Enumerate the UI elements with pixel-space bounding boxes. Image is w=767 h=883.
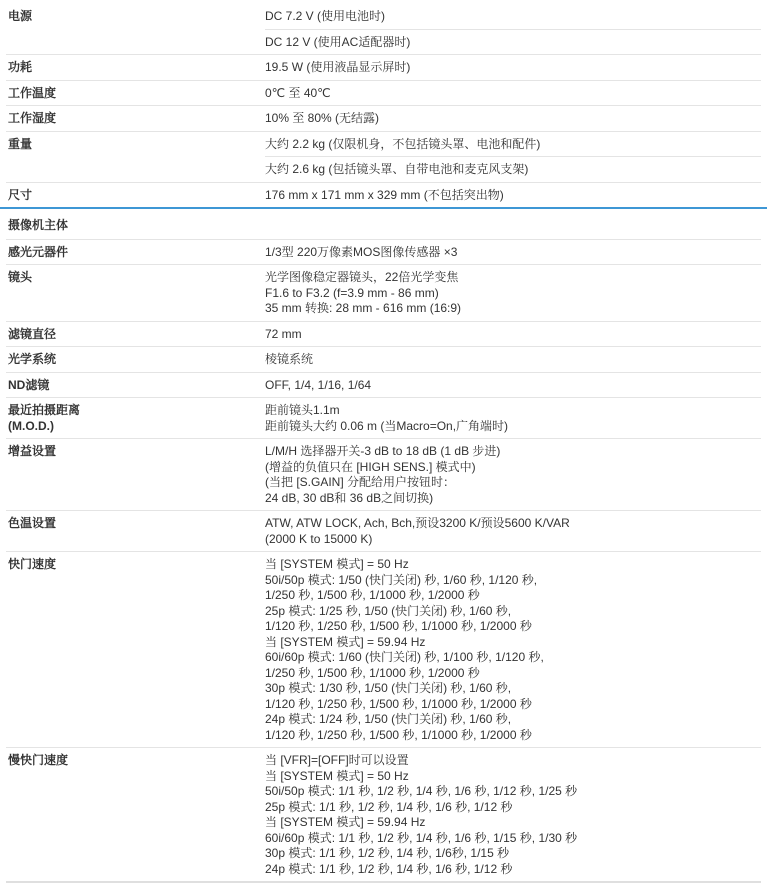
spec-values (265, 373, 761, 398)
spec-row-weight (6, 132, 761, 183)
spec-label-line: ND滤镜 (8, 377, 50, 392)
spec-row-operating-humidity (6, 106, 761, 132)
spec-row-color-temperature-settings (6, 511, 761, 552)
spec-label-line: 增益设置 (8, 444, 57, 458)
spec-label-line: 滤镜直径 (8, 326, 57, 341)
section-header: 摄像机主体 (6, 209, 761, 240)
spec-value-cell (265, 183, 761, 208)
spec-value-cell (265, 322, 761, 347)
spec-label (6, 398, 265, 438)
spec-label (6, 322, 265, 347)
spec-value-line: 24 dB, 30 dB和 36 dB之间切换) (265, 490, 434, 505)
spec-value-line: (2000 K to 15000 K) (265, 531, 373, 546)
spec-label-line: 尺寸 (8, 187, 33, 202)
spec-values (265, 322, 761, 347)
spec-label (6, 347, 265, 372)
spec-label-line: 色温设置 (8, 516, 57, 530)
spec-label-line: 光学系统 (8, 352, 57, 366)
spec-value-line: 距前镜头大约 0.06 m (当Macro=On,广角端时) (265, 418, 509, 433)
spec-values (265, 748, 761, 881)
spec-value-line: 0℃ 至 40℃ (265, 85, 331, 100)
spec-value-line: 30p 模式: 1/1 秒, 1/2 秒, 1/4 秒, 1/6秒, 1/15 秒 (265, 846, 510, 860)
spec-label-line: 工作湿度 (8, 111, 57, 125)
spec-value-cell (265, 132, 761, 157)
spec-label (6, 748, 265, 881)
spec-value-line: 72 mm (265, 326, 302, 341)
spec-label (6, 132, 265, 182)
spec-value-line: 棱镜系统 (265, 352, 314, 366)
spec-value-line: 1/250 秒, 1/500 秒, 1/1000 秒, 1/2000 秒 (265, 665, 480, 680)
spec-value-line: 当 [SYSTEM 模式] = 59.94 Hz (265, 815, 426, 829)
spec-value-line: 当 [VFR]=[OFF]时可以设置 (265, 753, 409, 767)
spec-row-power-consumption (6, 55, 761, 81)
spec-values (265, 55, 761, 80)
spec-value-line: 176 mm x 171 mm x 329 mm (不包括突出物) (265, 187, 504, 202)
spec-value-line: 25p 模式: 1/25 秒, 1/50 (快门关闭) 秒, 1/60 秒, (265, 603, 512, 618)
spec-label (6, 240, 265, 265)
spec-value-line: F1.6 to F3.2 (f=3.9 mm - 86 mm) (265, 285, 439, 300)
spec-label-line: 功耗 (8, 60, 33, 74)
spec-row-minimum-object-distance (6, 398, 761, 439)
spec-row-filter-diameter (6, 322, 761, 348)
spec-label-line: 快门速度 (8, 557, 57, 571)
spec-value-line: 60i/60p 模式: 1/60 (快门关闭) 秒, 1/100 秒, 1/120 秒, (265, 650, 544, 664)
spec-label-line: (M.O.D.) (8, 418, 54, 433)
spec-value-line: DC 7.2 V (使用电池时) (265, 9, 386, 23)
spec-label-line: 工作温度 (8, 85, 57, 100)
spec-label-line: 感光元器件 (8, 244, 69, 259)
spec-value-line: 24p 模式: 1/24 秒, 1/50 (快门关闭) 秒, 1/60 秒, (265, 712, 512, 726)
spec-values (265, 511, 761, 551)
spec-value-line: 当 [SYSTEM 模式] = 59.94 Hz (265, 634, 426, 649)
spec-row-shutter-speed (6, 552, 761, 748)
spec-value-line: 1/120 秒, 1/250 秒, 1/500 秒, 1/1000 秒, 1/2000 秒 (265, 619, 532, 633)
spec-value-line: 当 [SYSTEM 模式] = 50 Hz (265, 768, 409, 783)
spec-value-cell (265, 265, 761, 321)
spec-value-cell (265, 4, 761, 29)
spec-label-line: 慢快门速度 (8, 753, 69, 767)
spec-row-dimensions (6, 183, 761, 208)
spec-value-line: 60i/60p 模式: 1/1 秒, 1/2 秒, 1/4 秒, 1/6 秒, 1/15 秒, 1/30 秒 (265, 830, 578, 845)
spec-label-line: 电源 (8, 9, 33, 23)
spec-label (6, 265, 265, 321)
spec-value-line: (当把 [S.GAIN] 分配给用户按钮时： (265, 475, 456, 489)
spec-row-nd-filter (6, 373, 761, 399)
spec-value-line: 25p 模式: 1/1 秒, 1/2 秒, 1/4 秒, 1/6 秒, 1/12 秒 (265, 799, 513, 814)
spec-value-cell (265, 511, 761, 551)
spec-value-line: 24p 模式: 1/1 秒, 1/2 秒, 1/4 秒, 1/6 秒, 1/12 秒 (265, 861, 513, 876)
spec-value-cell (265, 439, 761, 510)
spec-value-cell (265, 748, 761, 881)
spec-value-line: 距前镜头1.1m (265, 403, 340, 417)
spec-row-image-sensor (6, 240, 761, 266)
spec-value-line: 大约 2.6 kg (包括镜头罩、自带电池和麦克风支架) (265, 162, 529, 176)
spec-value-cell (265, 81, 761, 106)
spec-value-line: 1/120 秒, 1/250 秒, 1/500 秒, 1/1000 秒, 1/2000 秒 (265, 696, 532, 711)
spec-values (265, 4, 761, 54)
spec-value-cell (265, 240, 761, 265)
spec-value-line: 10% 至 80% (无结露) (265, 111, 380, 125)
spec-value-line: OFF, 1/4, 1/16, 1/64 (265, 377, 372, 392)
spec-values (265, 265, 761, 321)
spec-label-line: 重量 (8, 136, 33, 151)
spec-value-line: 19.5 W (使用液晶显示屏时) (265, 60, 411, 74)
spec-label (6, 81, 265, 106)
spec-label (6, 183, 265, 208)
spec-values (265, 398, 761, 438)
spec-row-operating-temperature (6, 81, 761, 107)
spec-value-cell (265, 347, 761, 372)
spec-label (6, 4, 265, 54)
spec-value-line: (增益的负值只在 [HIGH SENS.] 模式中) (265, 459, 476, 474)
spec-label-line: 最近拍摄距离 (8, 403, 81, 417)
spec-value-cell (265, 29, 761, 55)
spec-row-power (6, 4, 761, 55)
spec-value-cell (265, 106, 761, 131)
spec-values (265, 240, 761, 265)
spec-values (265, 132, 761, 182)
spec-row-gain-settings (6, 439, 761, 511)
spec-value-cell (265, 156, 761, 182)
spec-row-lens (6, 265, 761, 322)
spec-value-line: 1/120 秒, 1/250 秒, 1/500 秒, 1/1000 秒, 1/2000 秒 (265, 727, 532, 742)
spec-value-cell (265, 552, 761, 747)
spec-values (265, 439, 761, 510)
spec-values (265, 347, 761, 372)
spec-values (265, 183, 761, 208)
spec-value-line: ATW, ATW LOCK, Ach, Bch,预设3200 K/预设5600 K/VAR (265, 516, 570, 530)
spec-label-line: 镜头 (8, 270, 33, 284)
spec-row-slow-shutter-speed (6, 748, 761, 883)
spec-label (6, 439, 265, 510)
spec-value-line: 50i/50p 模式: 1/50 (快门关闭) 秒, 1/60 秒, 1/120 秒, (265, 572, 538, 587)
spec-label (6, 106, 265, 131)
spec-value-line: DC 12 V (使用AC适配器时) (265, 34, 411, 49)
spec-values (265, 552, 761, 747)
spec-values (265, 106, 761, 131)
spec-value-cell (265, 373, 761, 398)
spec-values (265, 81, 761, 106)
spec-label (6, 511, 265, 551)
spec-value-cell (265, 55, 761, 80)
spec-value-line: 30p 模式: 1/30 秒, 1/50 (快门关闭) 秒, 1/60 秒, (265, 681, 512, 695)
spec-value-line: 1/3型 220万像素MOS图像传感器 ×3 (265, 244, 458, 259)
spec-row-optical-system (6, 347, 761, 373)
spec-value-cell (265, 398, 761, 438)
spec-label (6, 373, 265, 398)
spec-label (6, 55, 265, 80)
spec-value-line: L/M/H 选择器开关-3 dB to 18 dB (1 dB 步进) (265, 444, 501, 458)
spec-value-line: 当 [SYSTEM 模式] = 50 Hz (265, 557, 409, 571)
spec-value-line: 1/250 秒, 1/500 秒, 1/1000 秒, 1/2000 秒 (265, 588, 480, 602)
spec-label (6, 552, 265, 747)
spec-value-line: 50i/50p 模式: 1/1 秒, 1/2 秒, 1/4 秒, 1/6 秒, 1/12 秒, 1/25 秒 (265, 784, 578, 798)
spec-value-line: 光学图像稳定器镜头，22倍光学变焦 (265, 270, 459, 284)
spec-value-line: 大约 2.2 kg (仅限机身，不包括镜头罩、电池和配件) (265, 136, 541, 151)
spec-value-line: 35 mm 转换: 28 mm - 616 mm (16:9) (265, 301, 462, 315)
